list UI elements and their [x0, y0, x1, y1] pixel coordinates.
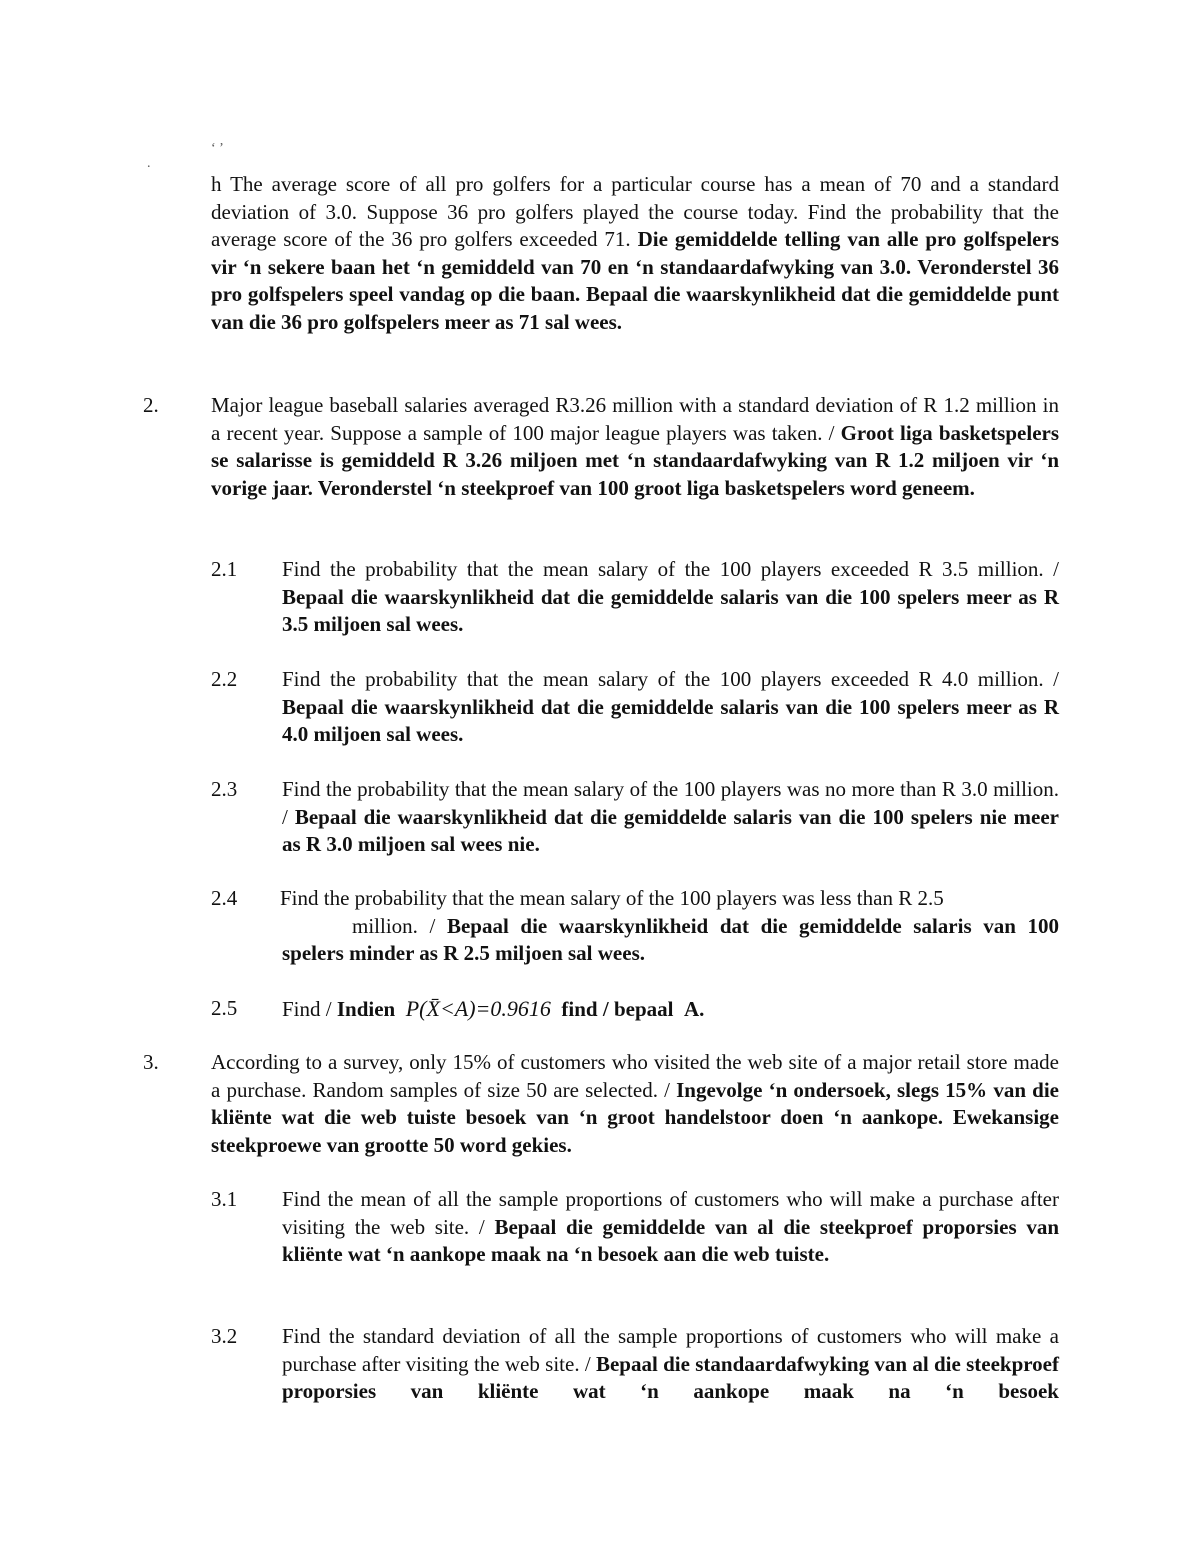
subquestion-2-2-english: Find the probability that the mean salary of the 100 players exceeded R 4.0 million. / [282, 667, 1059, 691]
subquestion-2-3-english: Find the probability that the mean salary of the 100 players was no more than R 3.0 million. / [282, 777, 1059, 829]
subquestion-2-4-number: 2.4 [211, 886, 238, 910]
subquestion-3-2-afrikaans: Bepaal die standaardafwyking van al die steekproef proporsies van kliënte wat ‘n aankope maak na ‘n besoek [282, 1351, 1059, 1403]
subquestion-2-5-find: find / [561, 997, 609, 1021]
question-3-english: According to a survey, only 15% of customers who visited the web site of a major retail store made a purchase. Random samples of size 50 are selected. / [211, 1050, 1059, 1102]
question-2-number: 2. [143, 393, 159, 417]
subquestion-3-1 [282, 1186, 1059, 1269]
subquestion-2-4 [282, 913, 1059, 968]
subquestion-2-1 [282, 556, 1059, 639]
subquestion-2-1-afrikaans: Bepaal die waarskynlikheid dat die gemiddelde salaris van die 100 spelers meer as R 3.5 miljoen sal wees. [282, 584, 1059, 636]
subquestion-3-2-number: 3.2 [211, 1324, 238, 1348]
subquestion-2-5-afrikaans-pre: Indien [336, 997, 396, 1021]
subquestion-2-5-afrikaans-post: bepaal [613, 997, 674, 1021]
subquestion-2-5 [282, 995, 704, 1024]
subquestion-2-2-number: 2.2 [211, 667, 238, 691]
subquestion-2-5-number: 2.5 [211, 996, 238, 1020]
question-3 [211, 1049, 1059, 1159]
question-1-prefix: h [211, 172, 222, 196]
subquestion-2-2-afrikaans: Bepaal die waarskynlikheid dat die gemiddelde salaris van die 100 spelers meer as R 4.0 miljoen sal wees. [282, 694, 1059, 746]
subquestion-3-1-english: Find the mean of all the sample proportions of customers who will make a purchase after visiting the web site. / [282, 1187, 1059, 1239]
subquestion-3-1-number: 3.1 [211, 1187, 238, 1211]
subquestion-2-5-variable: A. [683, 997, 705, 1021]
question-3-afrikaans: Ingevolge ‘n ondersoek, slegs 15% van die kliënte wat die web tuiste besoek van ‘n groot handelstoor doen ‘n aankope. Ewekansige steekproewe van grootte 50 word gekies. [211, 1077, 1060, 1157]
question-2-english: Major league baseball salaries averaged R3.26 million with a standard deviation of R 1.2 million in a recent year. Suppose a sample of 100 major league players was taken. / [211, 393, 1059, 445]
subquestion-3-2 [282, 1323, 1059, 1406]
question-3-number: 3. [143, 1050, 159, 1074]
subquestion-2-2 [282, 666, 1059, 749]
question-1-english: The average score of all pro golfers for a particular course has a mean of 70 and a standard deviation of 3.0. Suppose 36 pro golfers played the course today. Find the probability that the average score of the 36 pro golfers exceeded 71. [211, 172, 1060, 251]
subquestion-2-4-afrikaans: Bepaal die waarskynlikheid dat die gemiddelde salaris van 100 spelers minder as R 2.5 miljoen sal wees. [282, 913, 1059, 965]
subquestion-2-5-english: Find / [282, 997, 332, 1021]
question-2 [211, 392, 1059, 502]
stray-dot: . [147, 156, 151, 171]
subquestion-2-1-english: Find the probability that the mean salary of the 100 players exceeded R 3.5 million. / [282, 557, 1059, 581]
question-1-afrikaans: Die gemiddelde telling van alle pro golfspelers vir ‘n sekere baan het ‘n gemiddeld van 70 en ‘n standaardafwyking van 3.0. Veronderstel 36 pro golfspelers speel vandag op die baan. Bepaal die waarskynlikheid dat die gemiddelde punt van die 36 pro golfspelers meer as 71 sal wees. [211, 227, 1059, 334]
question-2-afrikaans: Groot liga basketspelers se salarisse is gemiddeld R 3.26 miljoen met ‘n standaardafwyking van R 1.2 miljoen vir ‘n vorige jaar. Veronderstel ‘n steekproef van 100 groot liga basketspelers word geneem. [211, 420, 1060, 500]
subquestion-2-4-english: million. / [352, 913, 436, 938]
quote-marks: ‘ ’ [211, 141, 224, 156]
subquestion-2-3-afrikaans: Bepaal die waarskynlikheid dat die gemiddelde salaris van die 100 spelers nie meer as R 3.0 miljoen sal wees nie. [282, 804, 1059, 856]
subquestion-2-4-line1: Find the probability that the mean salary of the 100 players was less than R 2.5 [280, 886, 944, 910]
subquestion-2-1-number: 2.1 [211, 557, 238, 581]
question-1 [211, 171, 1059, 336]
subquestion-3-1-afrikaans: Bepaal die gemiddelde van al die steekproef proporsies van kliënte wat ‘n aankope maak na ‘n besoek aan die web tuiste. [282, 1214, 1060, 1266]
subquestion-2-3-number: 2.3 [211, 777, 238, 801]
subquestion-2-3 [282, 776, 1059, 859]
probability-expression: P(X̄<A)=0.9616 [405, 996, 551, 1021]
subquestion-3-2-english: Find the standard deviation of all the sample proportions of customers who will make a purchase after visiting the web site. / [282, 1324, 1059, 1376]
